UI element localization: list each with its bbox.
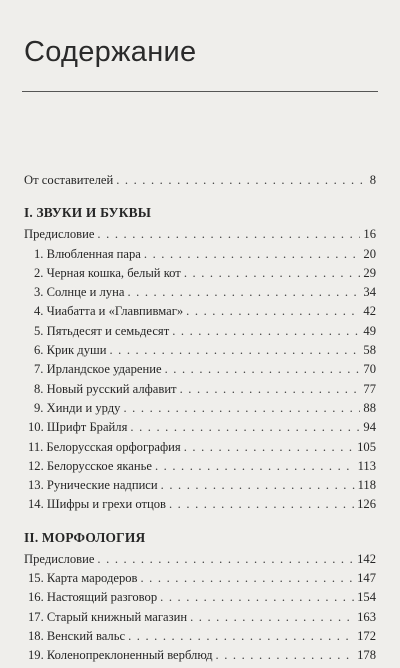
toc-entry-label: 18. Венский вальс [28,628,126,643]
toc-entry [24,362,376,381]
toc-entry-label: 16. Настоящий разговор [28,590,158,605]
toc-entry [24,285,376,304]
toc-entry-label: 6. Крик души [34,343,107,358]
toc-entry [24,266,376,285]
toc-entry-label: 13. Рунические надписи [28,478,158,493]
dot-leader [190,610,354,625]
toc-entry-label: 10. Шрифт Брайля [28,420,128,435]
toc-entry-page: 34 [363,285,376,300]
dot-leader [216,648,355,663]
dot-leader [180,382,361,397]
toc-entry-label: 4. Чиабатта и «Главпивмаг» [34,304,184,319]
page-title: Содержание [24,36,197,68]
toc-entry-label: 3. Солнце и луна [34,285,125,300]
toc-entry-page: 70 [363,362,376,377]
toc-entry-label: 11. Белорусская орфография [28,439,181,454]
toc-entry-label: 1. Влюбленная пара [34,246,141,261]
toc-entry-intro [24,173,376,192]
toc-entry-label: 2. Черная кошка, белый кот [34,265,181,280]
toc-entry [24,610,376,629]
dot-leader [127,285,360,300]
dot-leader [97,552,354,567]
toc-entry-label: Предисловие [24,227,95,242]
toc-entry-label: 14. Шифры и грехи отцов [28,497,166,512]
toc-entry-page: 172 [357,628,376,643]
toc-entry-label: 9. Хинди и урду [34,400,121,415]
dot-leader [184,266,361,281]
toc-entry-label: 12. Белорусское яканье [28,458,152,473]
toc-entry [24,324,376,343]
toc-entry-page: 105 [357,439,376,454]
dot-leader [184,440,354,455]
toc-entry-page: 126 [357,497,376,512]
toc-entry [24,571,376,590]
dot-leader [109,343,360,358]
toc-entry-page: 16 [363,227,376,242]
title-divider [22,91,378,92]
toc-entry-page: 118 [357,478,376,493]
toc-entry-label: 19. Коленопреклоненный верблюд [28,648,213,663]
toc-entry-page: 163 [357,609,376,624]
toc-entry [24,247,376,266]
toc-entry-label: 17. Старый книжный магазин [28,609,188,624]
toc-entry [24,497,376,516]
dot-leader [165,362,361,377]
toc-entry [24,343,376,362]
toc-entry-page: 8 [369,173,376,187]
toc-entry [24,304,376,323]
toc-entry-page: 29 [363,265,376,280]
toc-entry [24,420,376,439]
dot-leader [169,497,354,512]
toc-entry [24,440,376,459]
toc-entry-page: 178 [357,648,376,663]
toc-entry [24,382,376,401]
toc-entry-label: От составителей [24,173,114,187]
toc-entry-label: 8. Новый русский алфавит [34,381,177,396]
toc-entry [24,478,376,497]
dot-leader [155,459,355,474]
dot-leader [160,590,354,605]
toc-entry [24,590,376,609]
toc-entry [24,459,376,478]
toc-entry [24,629,376,648]
toc-entry-page: 42 [363,304,376,319]
toc-entry-label: 5. Пятьдесят и семьдесят [34,323,170,338]
toc-entry-label: 7. Ирландское ударение [34,362,162,377]
toc-entry-page: 94 [363,420,376,435]
toc-entry [24,401,376,420]
toc-entry-page: 147 [357,571,376,586]
toc-entry-page: 20 [363,246,376,261]
dot-leader [161,478,355,493]
toc-entry-label: 15. Карта мародеров [28,571,138,586]
toc-entry-preface [24,227,376,246]
dot-leader [140,571,354,586]
toc-entry-page: 113 [357,458,376,473]
toc-entry-page: 58 [363,343,376,358]
toc-entry-page: 88 [363,400,376,415]
toc-entry [24,648,376,667]
table-of-contents [24,173,376,668]
toc-entry-page: 154 [357,590,376,605]
dot-leader [172,324,360,339]
dot-leader [97,227,360,242]
toc-entry-page: 49 [363,323,376,338]
dot-leader [128,629,354,644]
toc-entry-page: 142 [357,551,376,566]
toc-entry-preface [24,552,376,571]
section-heading: I. ЗВУКИ И БУКВЫ [24,205,152,221]
dot-leader [116,173,367,188]
section-heading: II. МОРФОЛОГИЯ [24,529,146,545]
dot-leader [144,247,361,262]
toc-entry-label: Предисловие [24,551,95,566]
dot-leader [123,401,360,416]
dot-leader [130,420,360,435]
toc-entry-page: 77 [363,381,376,396]
dot-leader [186,304,360,319]
